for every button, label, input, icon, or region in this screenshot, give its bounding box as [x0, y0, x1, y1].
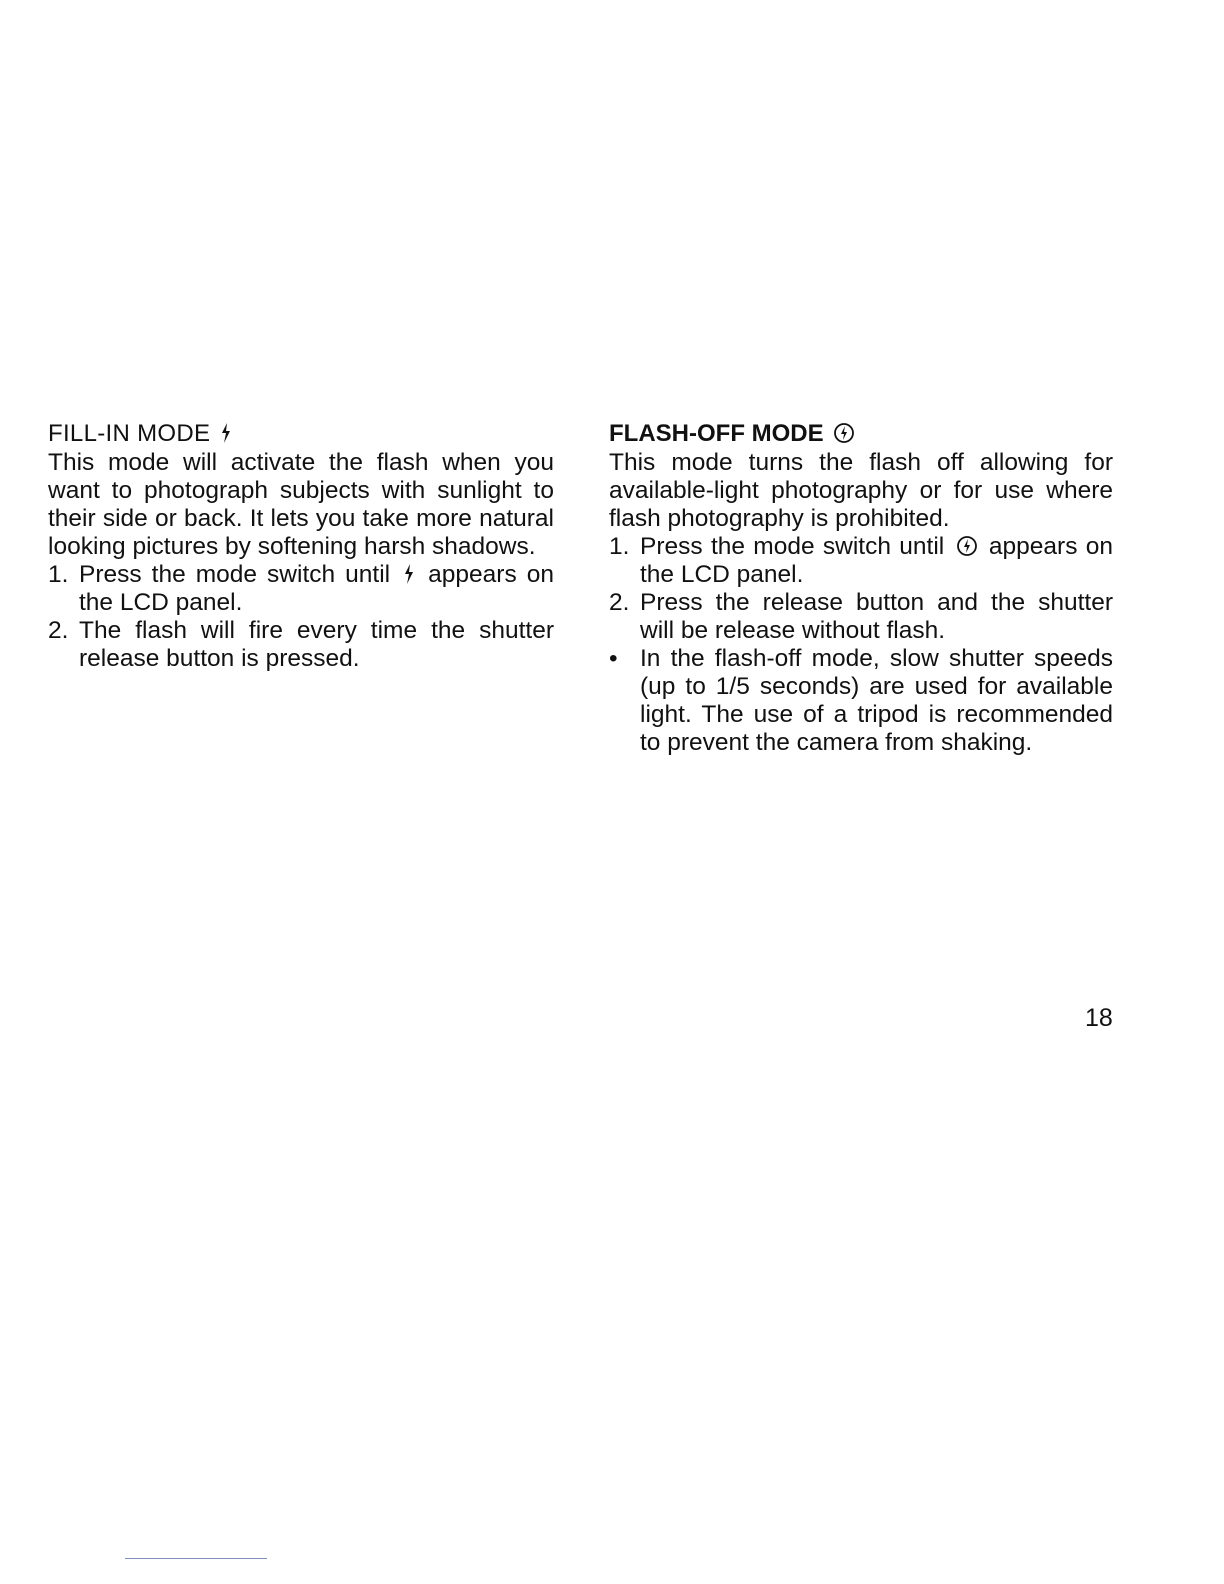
- step-text: In the flash-off mode, slow shutter speeds (up to 1/5 seconds) are used for available light. The use of a tripod is recommended to prevent the camera from shaking.: [640, 645, 1113, 756]
- step-text: The flash will fire every time the shutter release button is pressed.: [79, 617, 554, 672]
- flash-off-mode-steps: [609, 533, 1113, 757]
- list-item: [609, 533, 1113, 589]
- flash-off-icon: [956, 535, 978, 557]
- list-item: [48, 561, 554, 617]
- fill-in-mode-title: FILL-IN MODE: [48, 420, 211, 447]
- fill-in-mode-description: This mode will activate the flash when you want to photograph subjects with sunlight to their side or back. It lets you take more natural looking pictures by softening harsh shadows.: [48, 449, 554, 560]
- step-text-before: Press the mode switch until: [640, 533, 945, 560]
- flash-off-mode-heading: [609, 420, 1113, 448]
- scan-mark-line: [125, 1558, 267, 1559]
- page-number: 18: [1085, 1004, 1113, 1032]
- list-item: [48, 617, 554, 673]
- flash-off-mode-section: [609, 420, 1113, 757]
- list-item: [609, 589, 1113, 645]
- flash-off-icon: [833, 422, 855, 444]
- step-text: Press the release button and the shutter will be release without flash.: [640, 589, 1113, 644]
- step-text-after: appears on the LCD panel.: [640, 533, 1114, 588]
- step-number: 1.: [48, 561, 69, 588]
- bullet-marker: •: [609, 645, 618, 672]
- fill-in-mode-heading: [48, 420, 554, 448]
- step-number: 1.: [609, 533, 630, 560]
- fill-in-mode-section: [48, 420, 554, 673]
- step-text-before: Press the mode switch until: [79, 561, 391, 588]
- list-item: [609, 645, 1113, 757]
- flash-off-mode-description: This mode turns the flash off allowing for available-light photography or for use where flash photography is prohibited.: [609, 449, 1113, 532]
- step-number: 2.: [609, 589, 630, 616]
- flash-bolt-icon: [220, 422, 232, 444]
- step-number: 2.: [48, 617, 69, 644]
- step-text-after: appears on the LCD panel.: [79, 561, 554, 616]
- fill-in-mode-steps: [48, 561, 554, 673]
- flash-bolt-icon: [403, 563, 415, 585]
- flash-off-mode-title: FLASH-OFF MODE: [609, 420, 824, 447]
